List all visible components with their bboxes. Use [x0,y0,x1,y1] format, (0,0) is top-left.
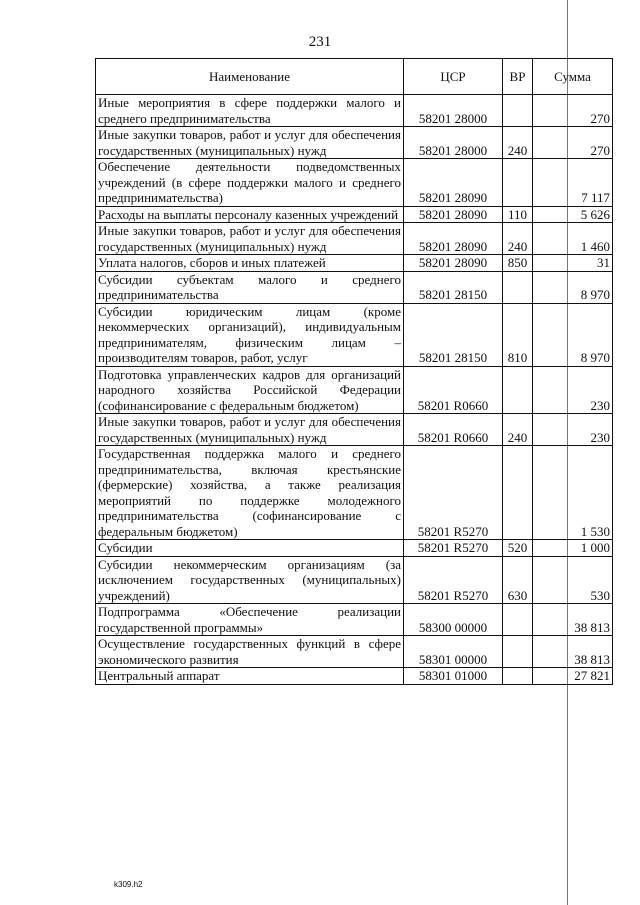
budget-table [95,58,613,685]
cell-sum: 7 117 [533,159,613,207]
cell-sum: 270 [533,95,613,127]
cell-sum: 270 [533,127,613,159]
cell-sum: 8 970 [533,271,613,303]
cell-csr: 58201 28000 [404,95,503,127]
header-sum: Сумма [533,59,613,95]
cell-name: Осуществление государственных функций в сфере экономического развития [96,636,404,668]
cell-sum: 27 821 [533,668,613,685]
cell-name: Иные закупки товаров, работ и услуг для обеспечения государственных (муниципальных) нужд [96,414,404,446]
cell-csr: 58301 01000 [404,668,503,685]
cell-name: Уплата налогов, сборов и иных платежей [96,255,404,272]
cell-sum: 8 970 [533,303,613,366]
cell-sum: 230 [533,366,613,414]
cell-vr: 240 [503,127,533,159]
cell-name: Субсидии юридическим лицам (кроме некоммерческих организаций), индивидуальным предпринимателям, физическим лицам – производителям товаров, работ, услуг [96,303,404,366]
cell-csr: 58201 28090 [404,223,503,255]
table-row [96,636,613,668]
cell-name: Иные закупки товаров, работ и услуг для обеспечения государственных (муниципальных) нужд [96,223,404,255]
table-row [96,366,613,414]
cell-csr: 58201 R5270 [404,446,503,540]
table-row [96,271,613,303]
page-number: 231 [308,34,332,50]
cell-vr [503,636,533,668]
cell-vr: 630 [503,556,533,604]
footer-code: k309.h2 [114,880,143,889]
cell-sum: 38 813 [533,604,613,636]
cell-name: Центральный аппарат [96,668,404,685]
table-row [96,223,613,255]
cell-name: Подпрограмма «Обеспечение реализации государственной программы» [96,604,404,636]
header-vr: ВР [503,59,533,95]
table-row [96,303,613,366]
cell-csr: 58201 28150 [404,303,503,366]
cell-csr: 58301 00000 [404,636,503,668]
table-row [96,127,613,159]
cell-vr: 240 [503,223,533,255]
cell-csr: 58300 00000 [404,604,503,636]
cell-vr [503,366,533,414]
cell-sum: 5 626 [533,206,613,223]
cell-vr [503,668,533,685]
cell-vr: 240 [503,414,533,446]
cell-name: Расходы на выплаты персоналу казенных учреждений [96,206,404,223]
cell-csr: 58201 R0660 [404,366,503,414]
cell-csr: 58201 28090 [404,255,503,272]
cell-vr: 850 [503,255,533,272]
table-header-row [96,59,613,95]
table-row [96,668,613,685]
cell-vr: 520 [503,540,533,557]
cell-sum: 1 000 [533,540,613,557]
cell-csr: 58201 R5270 [404,540,503,557]
cell-name: Иные мероприятия в сфере поддержки малого и среднего предпринимательства [96,95,404,127]
table-row [96,159,613,207]
table-row [96,604,613,636]
cell-name: Субсидии субъектам малого и среднего предпринимательства [96,271,404,303]
cell-vr: 110 [503,206,533,223]
header-csr: ЦСР [404,59,503,95]
cell-csr: 58201 28090 [404,159,503,207]
table-row [96,414,613,446]
cell-name: Подготовка управленческих кадров для организаций народного хозяйства Российской Федерации (софинансирование с федеральным бюджетом) [96,366,404,414]
table-row [96,95,613,127]
cell-sum: 230 [533,414,613,446]
table-row [96,255,613,272]
table-row [96,446,613,540]
table-row [96,556,613,604]
cell-csr: 58201 28000 [404,127,503,159]
cell-vr [503,446,533,540]
cell-vr [503,95,533,127]
cell-name: Иные закупки товаров, работ и услуг для обеспечения государственных (муниципальных) нужд [96,127,404,159]
cell-sum: 530 [533,556,613,604]
cell-sum: 1 530 [533,446,613,540]
cell-csr: 58201 R5270 [404,556,503,604]
cell-sum: 31 [533,255,613,272]
table-row [96,540,613,557]
cell-csr: 58201 28090 [404,206,503,223]
cell-vr [503,159,533,207]
cell-vr: 810 [503,303,533,366]
cell-vr [503,271,533,303]
cell-csr: 58201 R0660 [404,414,503,446]
cell-name: Субсидии [96,540,404,557]
table-row [96,206,613,223]
cell-name: Обеспечение деятельности подведомственных учреждений (в сфере поддержки малого и среднего предпринимательства) [96,159,404,207]
cell-name: Государственная поддержка малого и среднего предпринимательства, включая крестьянские (фермерские) хозяйства, а также реализация мероприятий по поддержке молодежного предпринимательства (софинансирование с федеральным бюджетом) [96,446,404,540]
cell-vr [503,604,533,636]
cell-csr: 58201 28150 [404,271,503,303]
cell-name: Субсидии некоммерческим организациям (за исключением государственных (муниципальных) учреждений) [96,556,404,604]
header-name: Наименование [96,59,404,95]
cell-sum: 1 460 [533,223,613,255]
table-body [96,95,613,685]
cell-sum: 38 813 [533,636,613,668]
